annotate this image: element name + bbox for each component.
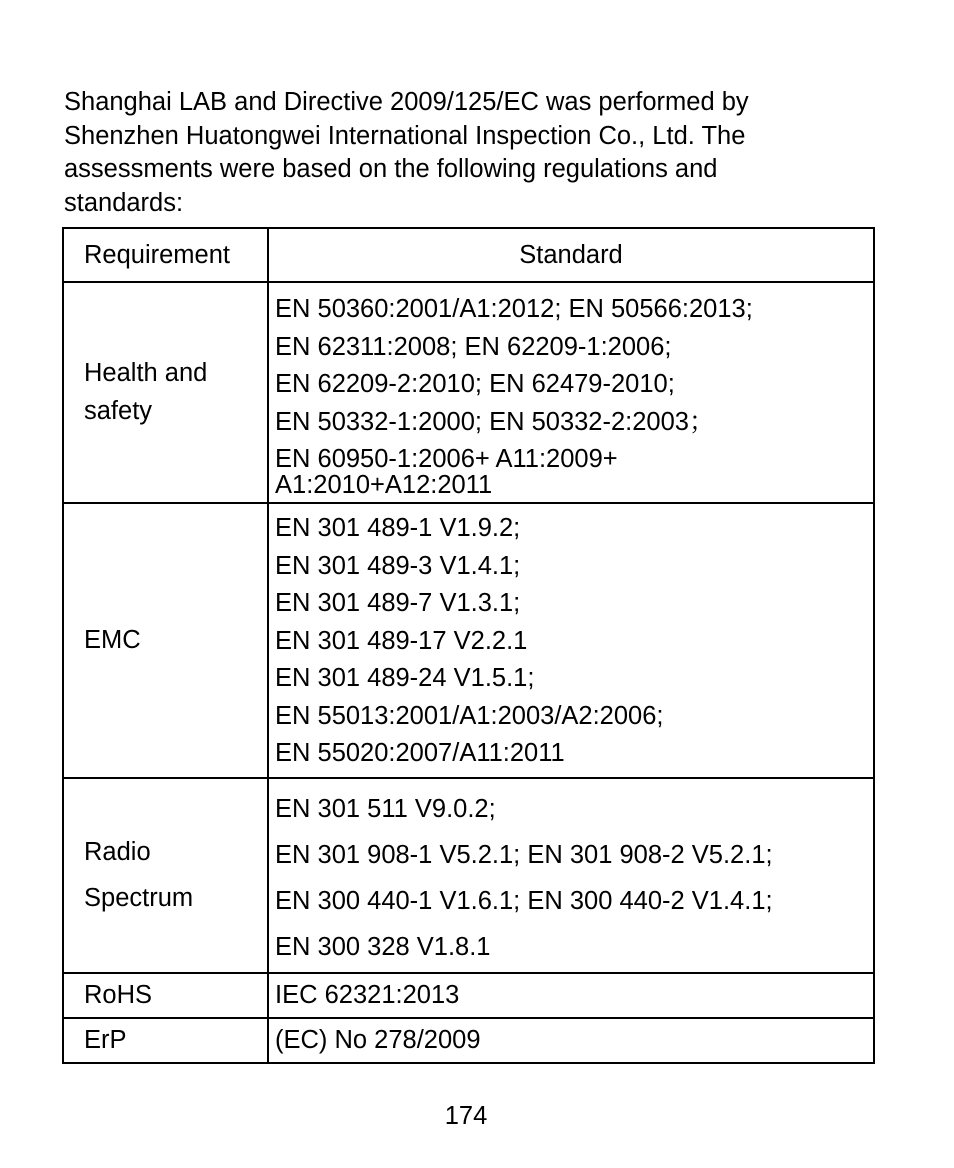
standard-line: A1:2010+A12:2011 — [275, 471, 493, 499]
table-header-row — [63, 228, 874, 282]
table-row-radio-spectrum — [63, 778, 874, 973]
requirement-line: Spectrum — [84, 884, 194, 912]
table-row-erp — [63, 1018, 874, 1063]
standard-line: EN 55013:2001/A1:2003/A2:2006; — [275, 701, 664, 730]
requirement-line: Health and — [84, 359, 208, 387]
standard-line: EN 301 489-24 V1.5.1; — [275, 664, 535, 692]
standard-cell — [268, 503, 874, 778]
standard-line: EN 62311:2008; EN 62209-1:2006; — [275, 332, 672, 361]
standard-line: EN 300 440-1 V1.6.1; EN 300 440-2 V1.4.1; — [275, 886, 773, 915]
standard-cell — [268, 282, 874, 503]
standard-line: EN 301 489-7 V1.3.1; — [275, 589, 521, 617]
requirement-cell — [63, 503, 268, 778]
header-standard: Standard — [268, 228, 874, 282]
standard-cell: IEC 62321:2013 — [268, 973, 874, 1018]
standard-line: EN 301 511 V9.0.2; — [275, 794, 496, 823]
standards-table — [62, 227, 875, 1064]
intro-line: Shenzhen Huatongwei International Inspection Co., Ltd. The — [64, 121, 746, 150]
standard-line: EN 301 489-17 V2.2.1 — [275, 626, 528, 655]
requirement-line: safety — [84, 396, 153, 425]
standard-line: EN 50332-1:2000; EN 50332-2:2003； — [275, 407, 715, 436]
requirement-cell — [63, 778, 268, 973]
intro-line: Shanghai LAB and Directive 2009/125/EC was performed by — [64, 88, 749, 116]
intro-line: assessments were based on the following regulations and — [64, 155, 718, 184]
standard-cell: (EC) No 278/2009 — [268, 1018, 874, 1063]
standard-line: EN 300 328 V1.8.1 — [275, 932, 491, 961]
table-row-rohs — [63, 973, 874, 1018]
standard-line: EN 60950-1:2006+ A11:2009+ — [275, 445, 618, 473]
requirement-cell: ErP — [63, 1018, 268, 1063]
table-row-health-and-safety — [63, 282, 874, 503]
requirement-line: EMC — [84, 625, 141, 654]
standard-line: EN 301 489-3 V1.4.1; — [275, 551, 521, 580]
standard-line: EN 55020:2007/A11:2011 — [275, 739, 565, 767]
standard-cell — [268, 778, 874, 973]
intro-paragraph — [64, 86, 864, 221]
standard-line: EN 301 489-1 V1.9.2; — [275, 514, 521, 542]
table-row-emc — [63, 503, 874, 778]
header-requirement: Requirement — [63, 228, 268, 282]
requirement-line: Radio — [84, 838, 151, 866]
standard-line: EN 62209-2:2010; EN 62479-2010; — [275, 370, 675, 398]
intro-line: standards: — [64, 189, 184, 218]
requirement-cell: RoHS — [63, 973, 268, 1018]
page-number: 174 — [444, 1102, 488, 1130]
standard-line-wrapped — [275, 441, 873, 502]
standard-line: EN 301 908-1 V5.2.1; EN 301 908-2 V5.2.1; — [275, 840, 773, 869]
standard-line: EN 50360:2001/A1:2012; EN 50566:2013; — [275, 295, 753, 323]
requirement-cell — [63, 282, 268, 503]
